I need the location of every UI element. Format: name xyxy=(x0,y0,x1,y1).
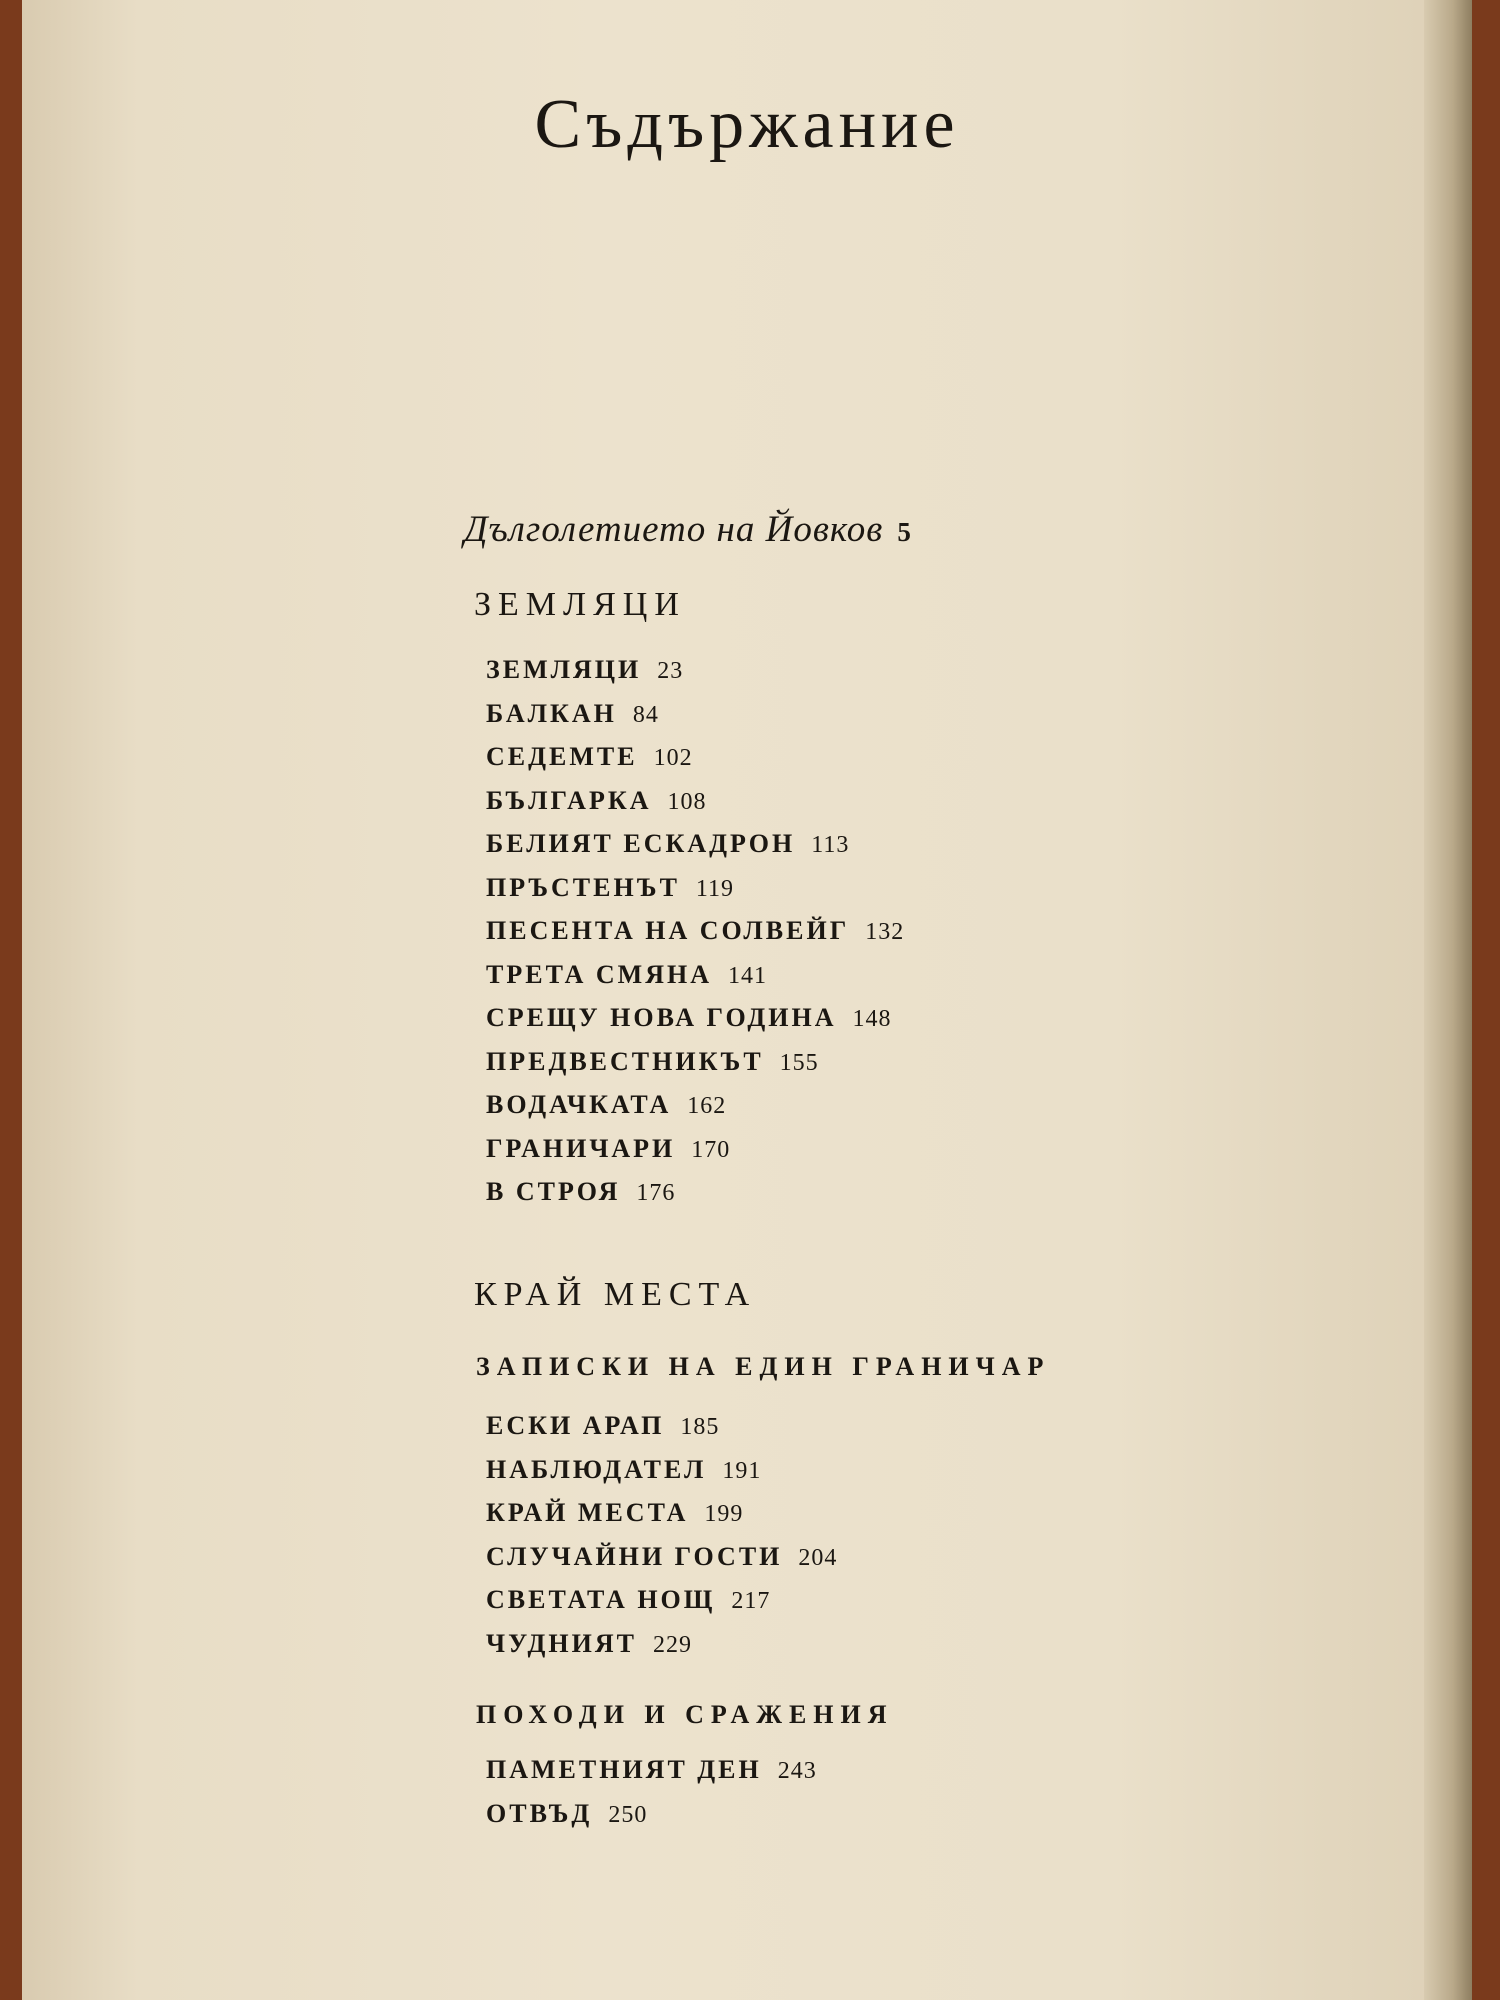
toc-entry xyxy=(486,692,904,736)
toc-entry-label: СЛУЧАЙНИ ГОСТИ xyxy=(486,1541,783,1571)
toc-entry xyxy=(486,909,904,953)
toc-intro-entry xyxy=(464,508,912,551)
toc-entry-label: БЕЛИЯТ ЕСКАДРОН xyxy=(486,829,796,858)
toc-entry xyxy=(486,1083,904,1127)
toc-entry-page: 217 xyxy=(731,1588,771,1614)
toc-entry xyxy=(486,996,904,1040)
toc-entry-label: БАЛКАН xyxy=(486,698,617,728)
toc-entry xyxy=(486,1170,904,1214)
section-heading-zemlyatsi: ЗЕМЛЯЦИ xyxy=(474,586,686,623)
toc-entry-page: 5 xyxy=(897,517,912,547)
toc-entry-page: 132 xyxy=(865,919,905,945)
toc-entry-label: НАБЛЮДАТЕЛ xyxy=(486,1454,707,1484)
toc-entry-label: ОТВЪД xyxy=(486,1798,593,1828)
toc-entry-label: ЕСКИ АРАП xyxy=(486,1411,665,1440)
toc-entry-page: 84 xyxy=(632,701,659,728)
toc-entry-label: ПАМЕТНИЯТ ДЕН xyxy=(486,1755,762,1784)
toc-entry-page: 162 xyxy=(687,1093,727,1119)
toc-list-pohodi xyxy=(486,1748,817,1835)
toc-entry-label: СЕДЕМТЕ xyxy=(486,742,638,771)
toc-entry-label: ЧУДНИЯТ xyxy=(486,1628,637,1658)
toc-entry xyxy=(486,1622,837,1666)
toc-entry-label: В СТРОЯ xyxy=(486,1177,621,1206)
toc-entry xyxy=(486,648,904,692)
toc-entry-label: ПРЪСТЕНЪТ xyxy=(486,872,680,902)
toc-entry-page: 119 xyxy=(695,875,735,902)
toc-entry-page: 176 xyxy=(636,1180,676,1206)
toc-entry xyxy=(486,1792,817,1836)
book-page xyxy=(22,0,1472,2000)
toc-entry xyxy=(486,735,904,779)
toc-entry-label: ГРАНИЧАРИ xyxy=(486,1133,676,1163)
toc-entry xyxy=(486,1404,837,1448)
toc-entry-label: КРАЙ МЕСТА xyxy=(486,1498,689,1527)
toc-entry-label: ПЕСЕНТА НА СОЛВЕЙГ xyxy=(486,916,850,945)
toc-entry xyxy=(486,1748,817,1792)
toc-entry-label: ТРЕТА СМЯНА xyxy=(486,959,712,989)
toc-entry-page: 108 xyxy=(667,788,707,815)
toc-entry xyxy=(486,1491,837,1535)
toc-entry-page: 170 xyxy=(691,1136,731,1163)
toc-entry-page: 113 xyxy=(811,832,850,858)
toc-entry xyxy=(486,866,904,910)
toc-entry-label: СВЕТАТА НОЩ xyxy=(486,1585,716,1614)
subsection-heading-zapiski: ЗАПИСКИ НА ЕДИН ГРАНИЧАР xyxy=(476,1352,1051,1381)
subsection-heading-pohodi: ПОХОДИ И СРАЖЕНИЯ xyxy=(476,1700,894,1729)
toc-entry xyxy=(486,1448,837,1492)
toc-entry xyxy=(486,953,904,997)
toc-entry-page: 155 xyxy=(779,1049,819,1076)
toc-entry-page: 23 xyxy=(657,658,684,684)
toc-entry-label: ПРЕДВЕСТНИКЪТ xyxy=(486,1046,764,1076)
page-edge xyxy=(1424,0,1472,2000)
toc-entry-page: 141 xyxy=(727,962,767,989)
toc-entry-label: Дълголетието на Йовков xyxy=(464,509,884,550)
toc-entry xyxy=(486,1127,904,1171)
page-title: Съдържание xyxy=(534,85,960,163)
toc-entry-label: ЗЕМЛЯЦИ xyxy=(486,655,642,684)
toc-entry-page: 250 xyxy=(608,1801,648,1828)
toc-entry xyxy=(486,1535,837,1579)
toc-entry xyxy=(486,779,904,823)
toc-entry-page: 199 xyxy=(704,1501,744,1527)
toc-entry-page: 148 xyxy=(852,1006,892,1032)
toc-entry-page: 229 xyxy=(653,1631,692,1658)
toc-entry-page: 191 xyxy=(722,1457,762,1484)
toc-entry-page: 204 xyxy=(798,1544,838,1571)
toc-entry-page: 102 xyxy=(653,745,693,771)
toc-entry xyxy=(486,822,904,866)
toc-entry-label: СРЕЩУ НОВА ГОДИНА xyxy=(486,1003,837,1032)
toc-entry-label: ВОДАЧКАТА xyxy=(486,1090,672,1119)
toc-list-zemlyatsi xyxy=(486,648,904,1214)
toc-entry-label: БЪЛГАРКА xyxy=(486,785,652,815)
toc-entry xyxy=(486,1578,837,1622)
section-heading-kray-mesta: КРАЙ МЕСТА xyxy=(474,1276,757,1313)
toc-list-zapiski xyxy=(486,1404,837,1665)
toc-entry xyxy=(486,1040,904,1084)
toc-entry-page: 243 xyxy=(777,1758,817,1784)
toc-entry-page: 185 xyxy=(680,1414,720,1440)
